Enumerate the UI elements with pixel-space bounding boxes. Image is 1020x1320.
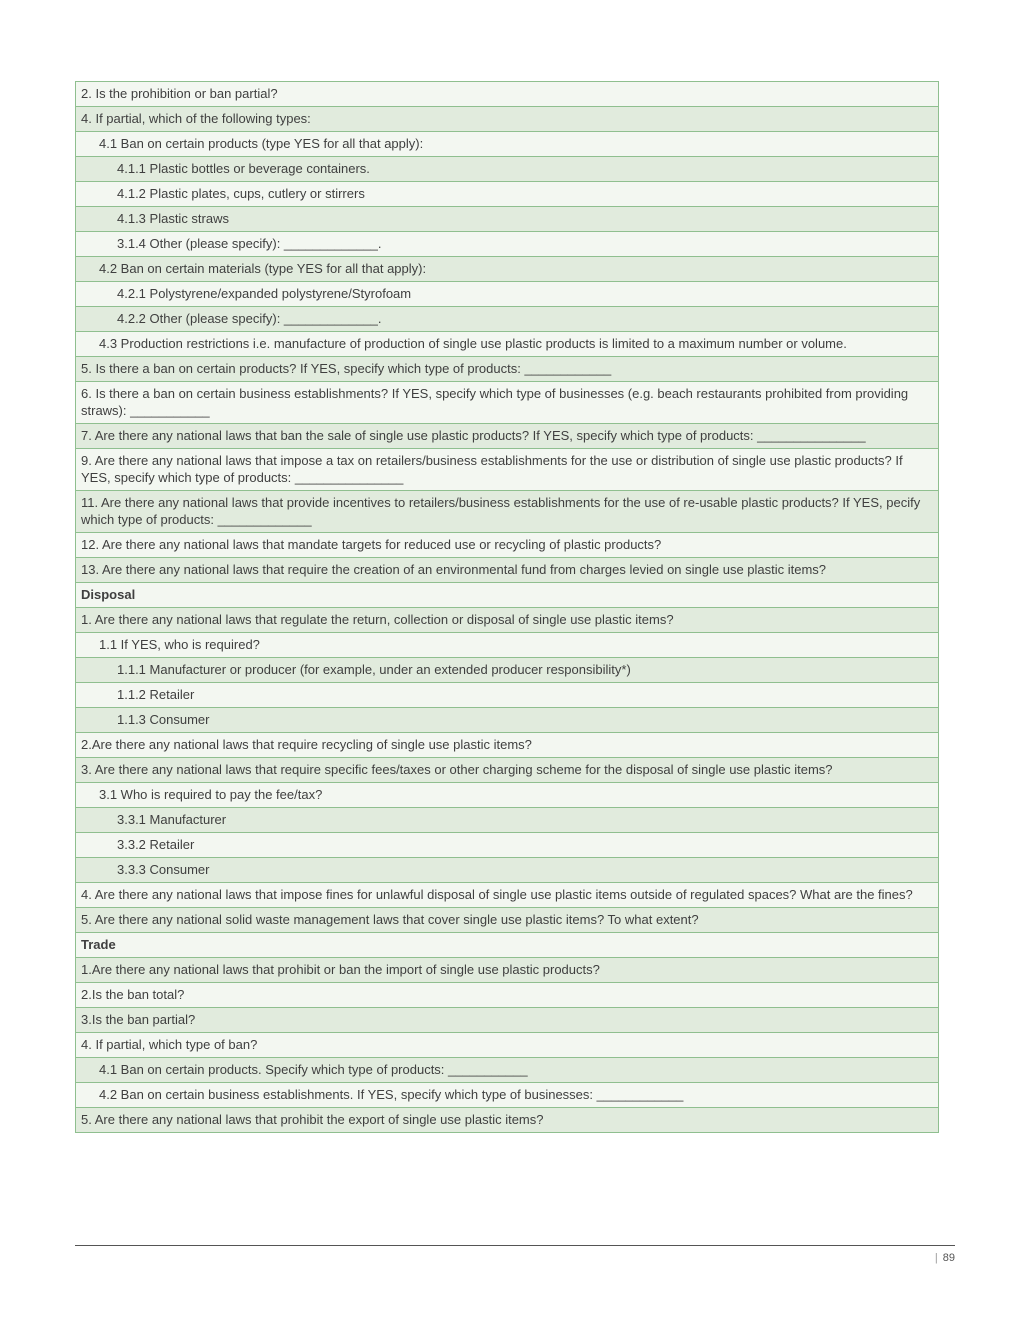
question-row <box>76 257 939 282</box>
question-cell: 2.Are there any national laws that require recycling of single use plastic items? <box>76 733 939 758</box>
question-cell: 3.3.2 Retailer <box>76 833 939 858</box>
question-cell: 4. If partial, which type of ban? <box>76 1033 939 1058</box>
question-row <box>76 157 939 182</box>
question-row <box>76 908 939 933</box>
question-cell: 4.2 Ban on certain materials (type YES for all that apply): <box>76 257 939 282</box>
question-cell: 4.2 Ban on certain business establishments. If YES, specify which type of businesses: ____________ <box>76 1083 939 1108</box>
question-cell: 2. Is the prohibition or ban partial? <box>76 82 939 107</box>
question-cell: 4.3 Production restrictions i.e. manufacture of production of single use plastic products is limited to a maximum number or volume. <box>76 332 939 357</box>
footer-separator: | <box>934 1252 938 1264</box>
question-cell: 1.1 If YES, who is required? <box>76 633 939 658</box>
question-row <box>76 533 939 558</box>
page-footer <box>935 1252 955 1264</box>
question-row <box>76 833 939 858</box>
question-cell: 9. Are there any national laws that impose a tax on retailers/business establishments for the use or distribution of single use plastic products? If YES, specify which type of products: _______________ <box>76 449 939 491</box>
question-cell: 5. Is there a ban on certain products? If YES, specify which type of products: ____________ <box>76 357 939 382</box>
question-row <box>76 783 939 808</box>
question-cell: 3.3.3 Consumer <box>76 858 939 883</box>
question-row <box>76 332 939 357</box>
question-cell: 11. Are there any national laws that provide incentives to retailers/business establishments for the use of re-usable plastic products? If YES, pecify which type of products: _____________ <box>76 491 939 533</box>
question-cell: 3.Is the ban partial? <box>76 1008 939 1033</box>
question-cell: 4.1 Ban on certain products. Specify which type of products: ___________ <box>76 1058 939 1083</box>
section-heading: Disposal <box>76 583 939 608</box>
question-cell: 4. If partial, which of the following types: <box>76 107 939 132</box>
question-cell: 2.Is the ban total? <box>76 983 939 1008</box>
question-row <box>76 207 939 232</box>
question-cell: 5. Are there any national solid waste management laws that cover single use plastic items? To what extent? <box>76 908 939 933</box>
questionnaire-table-body <box>76 82 939 1133</box>
question-cell: 3.1.4 Other (please specify): _____________. <box>76 232 939 257</box>
question-row <box>76 958 939 983</box>
question-cell: 1.1.2 Retailer <box>76 683 939 708</box>
question-cell: 3.1 Who is required to pay the fee/tax? <box>76 783 939 808</box>
question-cell: 4.1 Ban on certain products (type YES for all that apply): <box>76 132 939 157</box>
question-cell: 13. Are there any national laws that require the creation of an environmental fund from charges levied on single use plastic items? <box>76 558 939 583</box>
question-cell: 4.1.3 Plastic straws <box>76 207 939 232</box>
question-cell: 1. Are there any national laws that regulate the return, collection or disposal of single use plastic items? <box>76 608 939 633</box>
question-row <box>76 883 939 908</box>
question-cell: 1.Are there any national laws that prohibit or ban the import of single use plastic products? <box>76 958 939 983</box>
question-row <box>76 232 939 257</box>
question-row <box>76 558 939 583</box>
question-row <box>76 683 939 708</box>
section-heading: Trade <box>76 933 939 958</box>
question-row <box>76 282 939 307</box>
question-row <box>76 1008 939 1033</box>
question-row <box>76 107 939 132</box>
question-cell: 6. Is there a ban on certain business establishments? If YES, specify which type of businesses (e.g. beach restaurants prohibited from providing straws): ___________ <box>76 382 939 424</box>
question-row <box>76 633 939 658</box>
question-row <box>76 382 939 424</box>
questionnaire-table <box>75 81 939 1133</box>
question-row <box>76 1033 939 1058</box>
question-cell: 1.1.1 Manufacturer or producer (for example, under an extended producer responsibility*) <box>76 658 939 683</box>
question-row <box>76 658 939 683</box>
question-row <box>76 733 939 758</box>
question-row <box>76 1083 939 1108</box>
question-cell: 3. Are there any national laws that require specific fees/taxes or other charging scheme for the disposal of single use plastic items? <box>76 758 939 783</box>
question-row <box>76 858 939 883</box>
question-row <box>76 758 939 783</box>
question-row <box>76 307 939 332</box>
question-row <box>76 82 939 107</box>
question-cell: 5. Are there any national laws that prohibit the export of single use plastic items? <box>76 1108 939 1133</box>
page-number: 89 <box>942 1252 955 1264</box>
question-cell: 4.2.2 Other (please specify): _____________. <box>76 307 939 332</box>
question-row <box>76 491 939 533</box>
question-row <box>76 182 939 207</box>
question-cell: 4.2.1 Polystyrene/expanded polystyrene/Styrofoam <box>76 282 939 307</box>
section-heading-row <box>76 933 939 958</box>
question-row <box>76 132 939 157</box>
footer-divider <box>75 1245 955 1246</box>
question-row <box>76 1108 939 1133</box>
question-cell: 1.1.3 Consumer <box>76 708 939 733</box>
question-cell: 4.1.2 Plastic plates, cups, cutlery or stirrers <box>76 182 939 207</box>
question-row <box>76 983 939 1008</box>
question-row <box>76 357 939 382</box>
question-cell: 4. Are there any national laws that impose fines for unlawful disposal of single use plastic items outside of regulated spaces? What are the fines? <box>76 883 939 908</box>
section-heading-row <box>76 583 939 608</box>
question-row <box>76 449 939 491</box>
question-cell: 12. Are there any national laws that mandate targets for reduced use or recycling of plastic products? <box>76 533 939 558</box>
question-row <box>76 424 939 449</box>
question-row <box>76 608 939 633</box>
question-cell: 3.3.1 Manufacturer <box>76 808 939 833</box>
question-cell: 4.1.1 Plastic bottles or beverage containers. <box>76 157 939 182</box>
question-row <box>76 808 939 833</box>
question-cell: 7. Are there any national laws that ban the sale of single use plastic products? If YES, specify which type of products: _______________ <box>76 424 939 449</box>
question-row <box>76 708 939 733</box>
question-row <box>76 1058 939 1083</box>
